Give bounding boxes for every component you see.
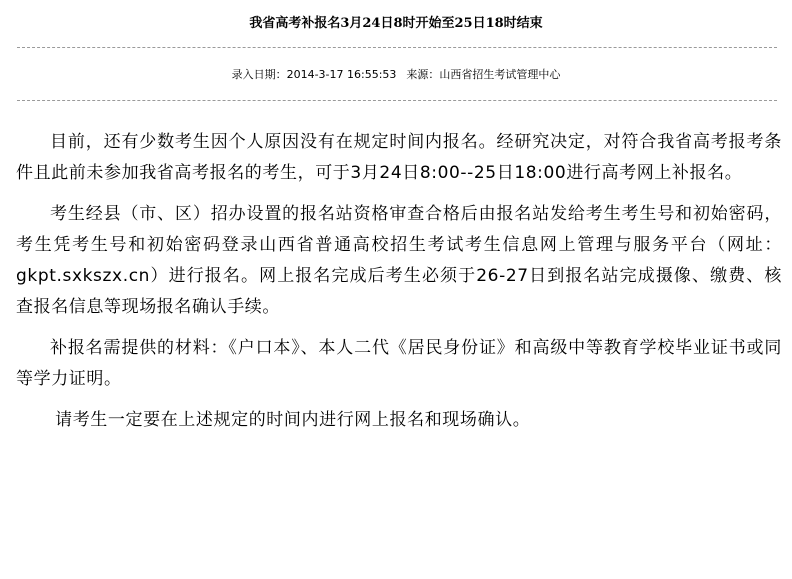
title-divider <box>17 47 777 48</box>
paragraph: 目前，还有少数考生因个人原因没有在规定时间内报名。经研究决定，对符合我省高考报考条件且此前未参加我省高考报名的考生，可于3月24日8:00--25日18:00进行高考网上补报名。 <box>16 132 782 183</box>
date-label: 录入日期： <box>231 68 287 81</box>
date-value: 2014-3-17 16:55:53 <box>286 68 397 81</box>
article-title: 我省高考补报名3月24日8时开始至25日18时结束 <box>249 16 543 31</box>
source-label: 来源： <box>406 68 440 81</box>
meta-divider <box>17 100 777 101</box>
paragraph: 请考生一定要在上述规定的时间内进行网上报名和现场确认。 <box>55 410 531 430</box>
article-meta <box>0 67 792 83</box>
source-value: 山西省招生考试管理中心 <box>439 68 561 81</box>
paragraph: 考生经县（市、区）招办设置的报名站资格审查合格后由报名站发给考生考生号和初始密码，考生凭考生号和初始密码登录山西省普通高校招生考试考生信息网上管理与服务平台（网址：gkpt.sxkszx.cn）进行报名。网上报名完成后考生必须于26-27日到报名站完成摄像、缴费、核查报名信息等现场报名确认手续。 <box>16 204 782 317</box>
article-body <box>16 127 782 446</box>
paragraph: 补报名需提供的材料：《户口本》、本人二代《居民身份证》和高级中等教育学校毕业证书或同等学力证明。 <box>16 338 782 389</box>
